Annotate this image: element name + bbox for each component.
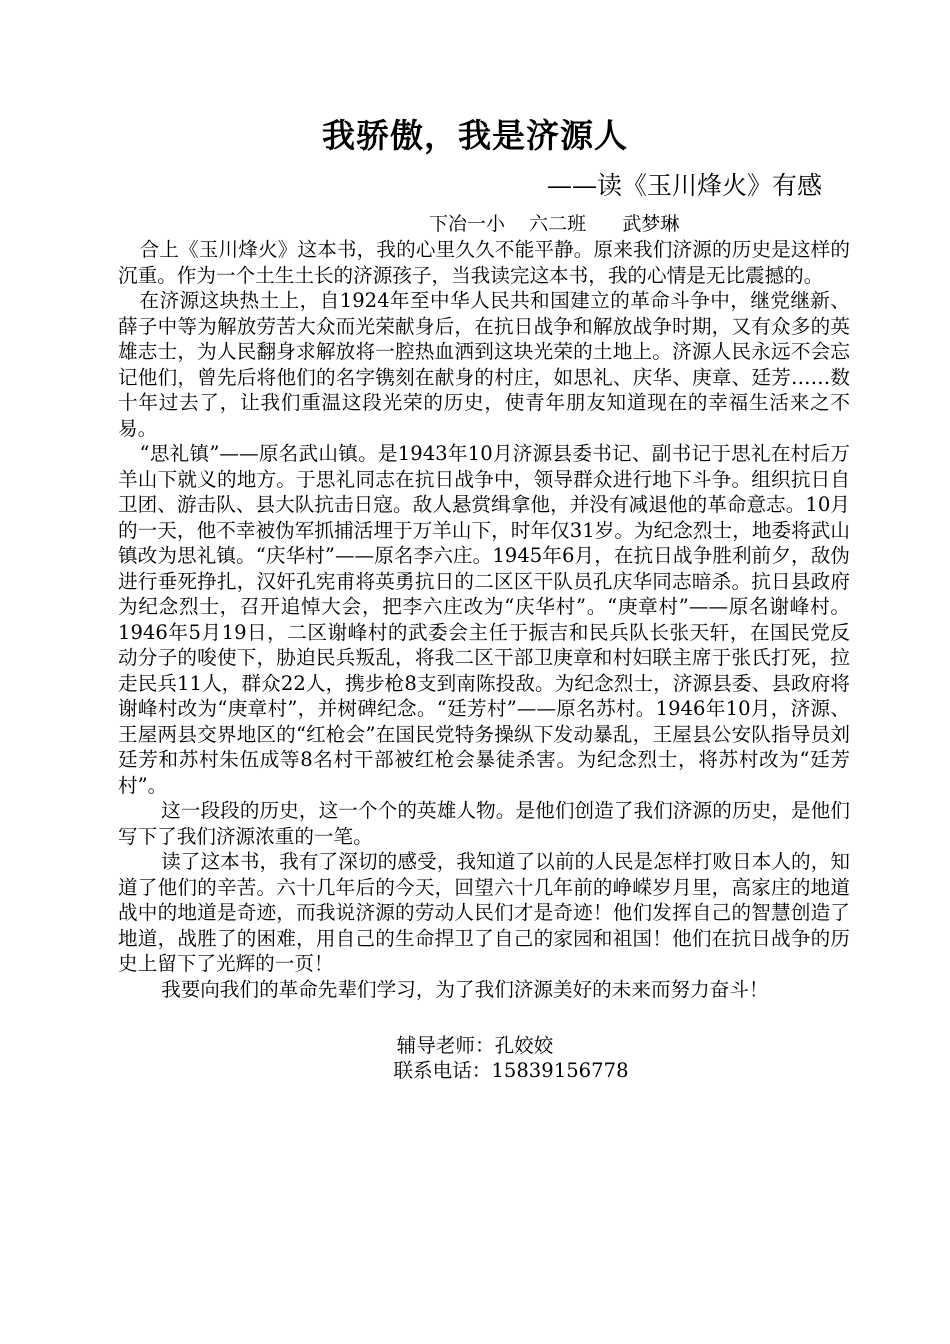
essay-body xyxy=(118,237,850,1002)
phone-line: 联系电话：15839156778 xyxy=(393,1059,629,1082)
teacher-line: 辅导老师：孔姣姣 xyxy=(396,1034,554,1057)
paragraph-intro: 合上《玉川烽火》这本书，我的心里久久不能平静。原来我们济源的历史是这样的沉重。作为一个土生土长的济源孩子，当我读完这本书，我的心情是无比震撼的。 xyxy=(118,238,850,287)
paragraph-resolution: 我要向我们的革命先辈们学习，为了我们济源美好的未来而努力奋斗！ xyxy=(161,977,769,1001)
paragraph-village-names: “思礼镇”——原名武山镇。是1943年10月济源县委书记、副书记于思礼在村后万羊山下就义的地方。于思礼同志在抗日战争中，领导群众进行地下斗争。组织抗日自卫团、游击队、县大队抗击日寇。敌人悬赏缉拿他，并没有减退他的革命意志。10月的一天，他不幸被伪军抓捕活埋于万羊山下，时年仅31岁。为纪念烈士，地委将武山镇改为思礼镇。“庆华村”——原名李六庄。1945年6月，在抗日战争胜利前夕，敌伪进行垂死挣扎，汉奸孔宪甫将英勇抗日的二区区干队员孔庆华同志暗杀。抗日县政府为纪念烈士，召开追悼大会，把李六庄改为“庆华村”。“庚章村”——原名谢峰村。1946年5月19日，二区谢峰村的武委会主任于振吉和民兵队长张天轩，在国民党反动分子的唆使下，胁迫民兵叛乱，将我二区干部卫庚章和村妇联主席于张氏打死，拉走民兵11人，群众22人，携步枪8支到南陈投敌。为纪念烈士，济源县委、县政府将谢峰村改为“庚章村”，并树碑纪念。“廷芳村”——原名苏村。1946年10月，济源、王屋两县交界地区的“红枪会”在国民党特务操纵下发动暴乱，王屋县公安队指导员刘廷芳和苏村朱伍成等8名村干部被红枪会暴徒杀害。为纪念烈士，将苏村改为“廷芳村”。 xyxy=(118,442,850,797)
paragraph-heroes: 这一段段的历史，这一个个的英雄人物。是他们创造了我们济源的历史，是他们写下了我们济源浓重的一笔。 xyxy=(118,799,850,848)
paragraph-reflection: 读了这本书，我有了深切的感受，我知道了以前的人民是怎样打败日本人的，知道了他们的辛苦。六十几年后的今天，回望六十几年前的峥嵘岁月里，高家庄的地道战中的地道是奇迹，而我说济源的劳动人民们才是奇迹！他们发挥自己的智慧创造了地道，战胜了的困难，用自己的生命捍卫了自己的家园和祖国！他们在抗日战争的历史上留下了光辉的一页！ xyxy=(118,850,850,975)
paragraph-history: 在济源这块热土上，自1924年至中华人民共和国建立的革命斗争中，继党继新、薛子中等为解放劳苦大众而光荣献身后，在抗日战争和解放战争时期，又有众多的英雄志士，为人民翻身求解放将一腔热血洒到这块光荣的土地上。济源人民永远不会忘记他们，曾先后将他们的名字镌刻在献身的村庄，如思礼、庆华、庚章、廷芳……数十年过去了，让我们重温这段光荣的历史，使青年朋友知道现在的幸福生活来之不易。 xyxy=(118,289,850,440)
author-line: 下冶一小 六二班 武梦琳 xyxy=(429,213,680,235)
document-title: 我骄傲，我是济源人 xyxy=(322,116,628,155)
document-subtitle: ——读《玉川烽火》有感 xyxy=(546,171,822,200)
